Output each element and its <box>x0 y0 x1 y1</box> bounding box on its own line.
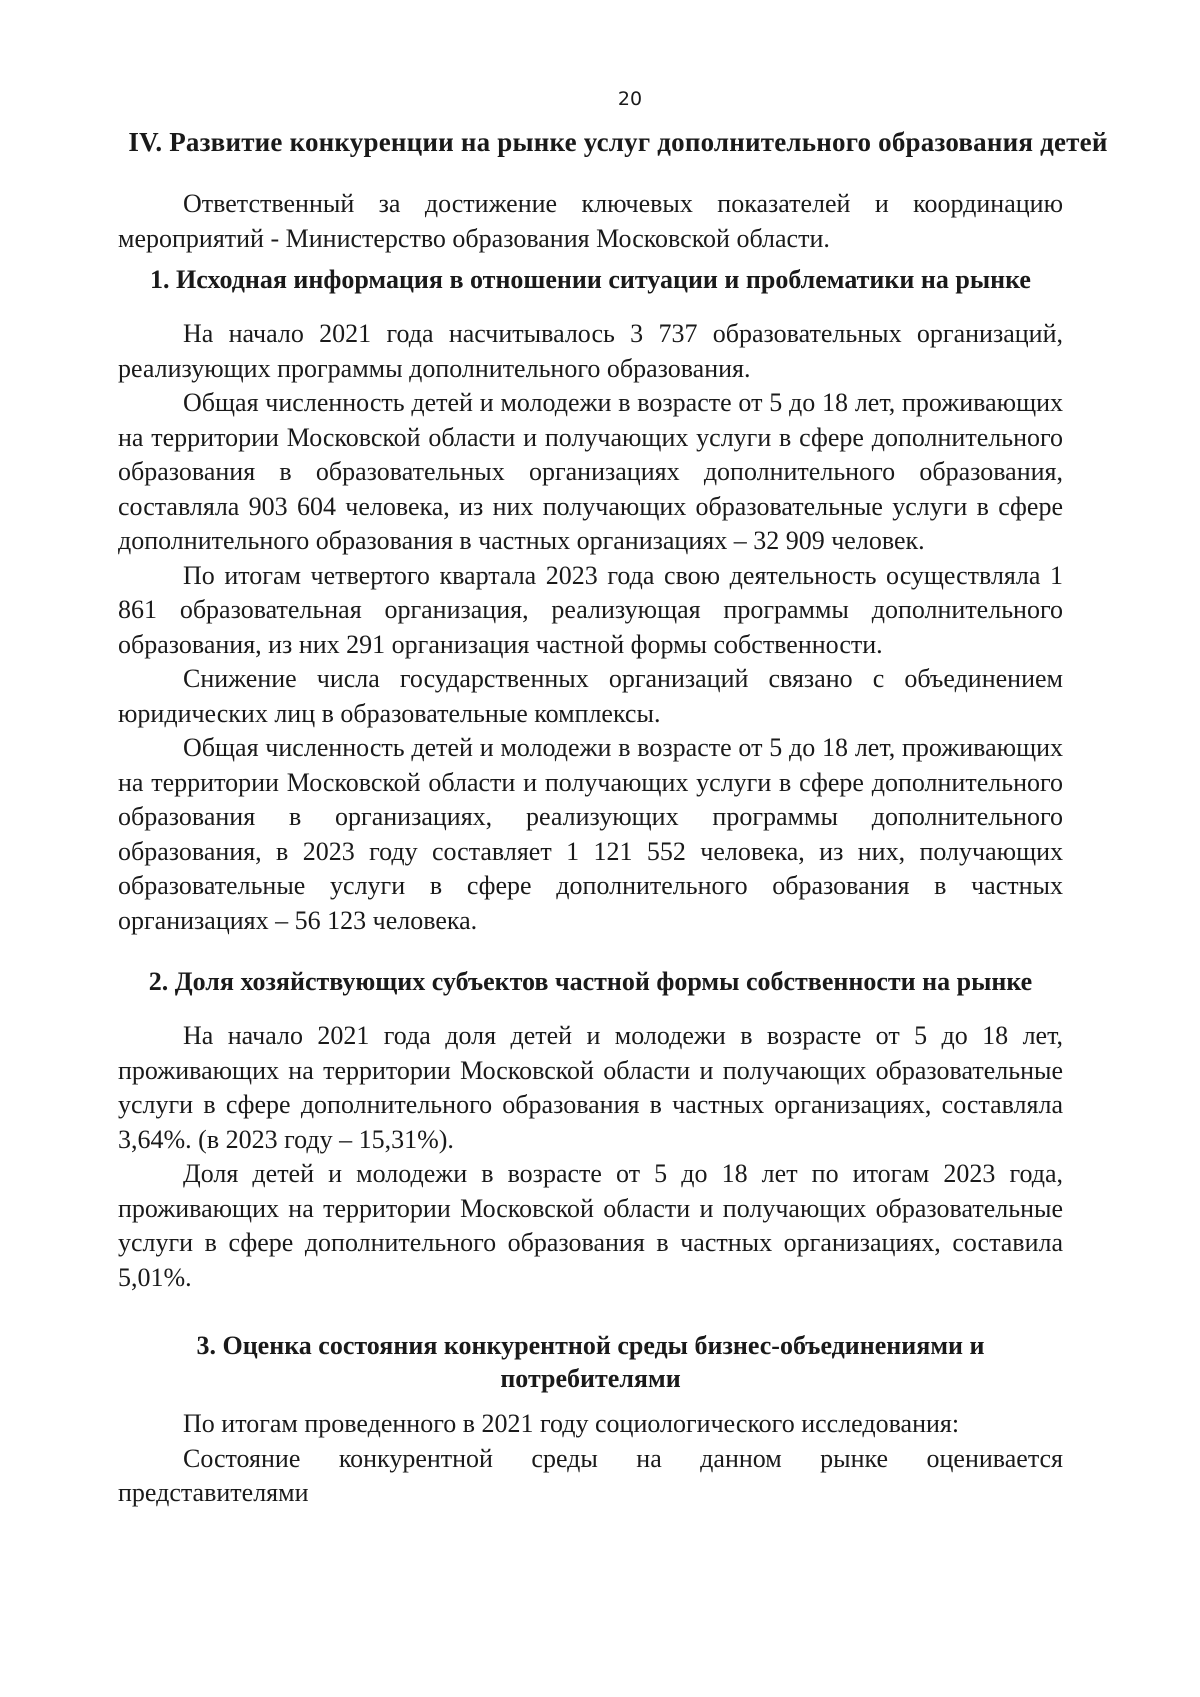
subsection-2-paragraph: На начало 2021 года доля детей и молодежи в возрасте от 5 до 18 лет, проживающих на территории Московской области и получающих образовательные услуги в сфере дополнительного образования в частных организациях, составляла 3,64%. (в 2023 году – 15,31%). <box>118 1021 1063 1154</box>
subsection-1-paragraph: Общая численность детей и молодежи в возрасте от 5 до 18 лет, проживающих на территории Московской области и получающих услуги в сфере дополнительного образования в образовательных организациях дополнительного образования, составляла 903 604 человека, из них получающих образовательные услуги в сфере дополнительного образования в частных организациях – 32 909 человек. <box>118 388 1063 555</box>
subsection-1-paragraph: Общая численность детей и молодежи в возрасте от 5 до 18 лет, проживающих на территории Московской области и получающих услуги в сфере дополнительного образования в организациях, реализующих программы дополнительного образования, в 2023 году составляет 1 121 552 человека, из них, получающих образовательные услуги в сфере дополнительного образования в частных организациях – 56 123 человека. <box>118 733 1063 935</box>
subsection-1-heading: 1. Исходная информация в отношении ситуации и проблематики на рынке <box>150 265 1031 294</box>
subsection-2-heading: 2. Доля хозяйствующих субъектов частной формы собственности на рынке <box>148 967 1033 996</box>
page-number: 20 <box>617 88 643 110</box>
subsection-3-heading <box>118 1329 1063 1395</box>
responsible-paragraph: Ответственный за достижение ключевых показателей и координацию мероприятий - Министерство образования Московской области. <box>118 189 1063 253</box>
subsection-3-paragraph: По итогам проведенного в 2021 году социологического исследования: <box>183 1409 960 1438</box>
subsection-1-paragraph: По итогам четвертого квартала 2023 года свою деятельность осуществляла 1 861 образовательная организация, реализующая программы дополнительного образования, из них 291 организация частной формы собственности. <box>118 560 1063 659</box>
section-title: IV. Развитие конкуренции на рынке услуг дополнительного образования детей <box>128 127 1108 157</box>
subsection-1-paragraph: Снижение числа государственных организаций связано с объединением юридических лиц в образовательные комплексы. <box>118 664 1063 728</box>
subsection-1-paragraph: На начало 2021 года насчитывалось 3 737 образовательных организаций, реализующих программы дополнительного образования. <box>118 319 1063 383</box>
subsection-3-heading-line2: потребителями <box>500 1364 681 1393</box>
document-body <box>118 262 1063 1511</box>
subsection-2-paragraph: Доля детей и молодежи в возрасте от 5 до 18 лет по итогам 2023 года, проживающих на территории Московской области и получающих образовательные услуги в сфере дополнительного образования в частных организациях, составила 5,01%. <box>118 1159 1063 1292</box>
subsection-3-heading-line1: 3. Оценка состояния конкурентной среды бизнес-объединениями и <box>196 1331 985 1360</box>
subsection-3-paragraph: Состояние конкурентной среды на данном рынке оценивается представителями <box>118 1443 1063 1507</box>
